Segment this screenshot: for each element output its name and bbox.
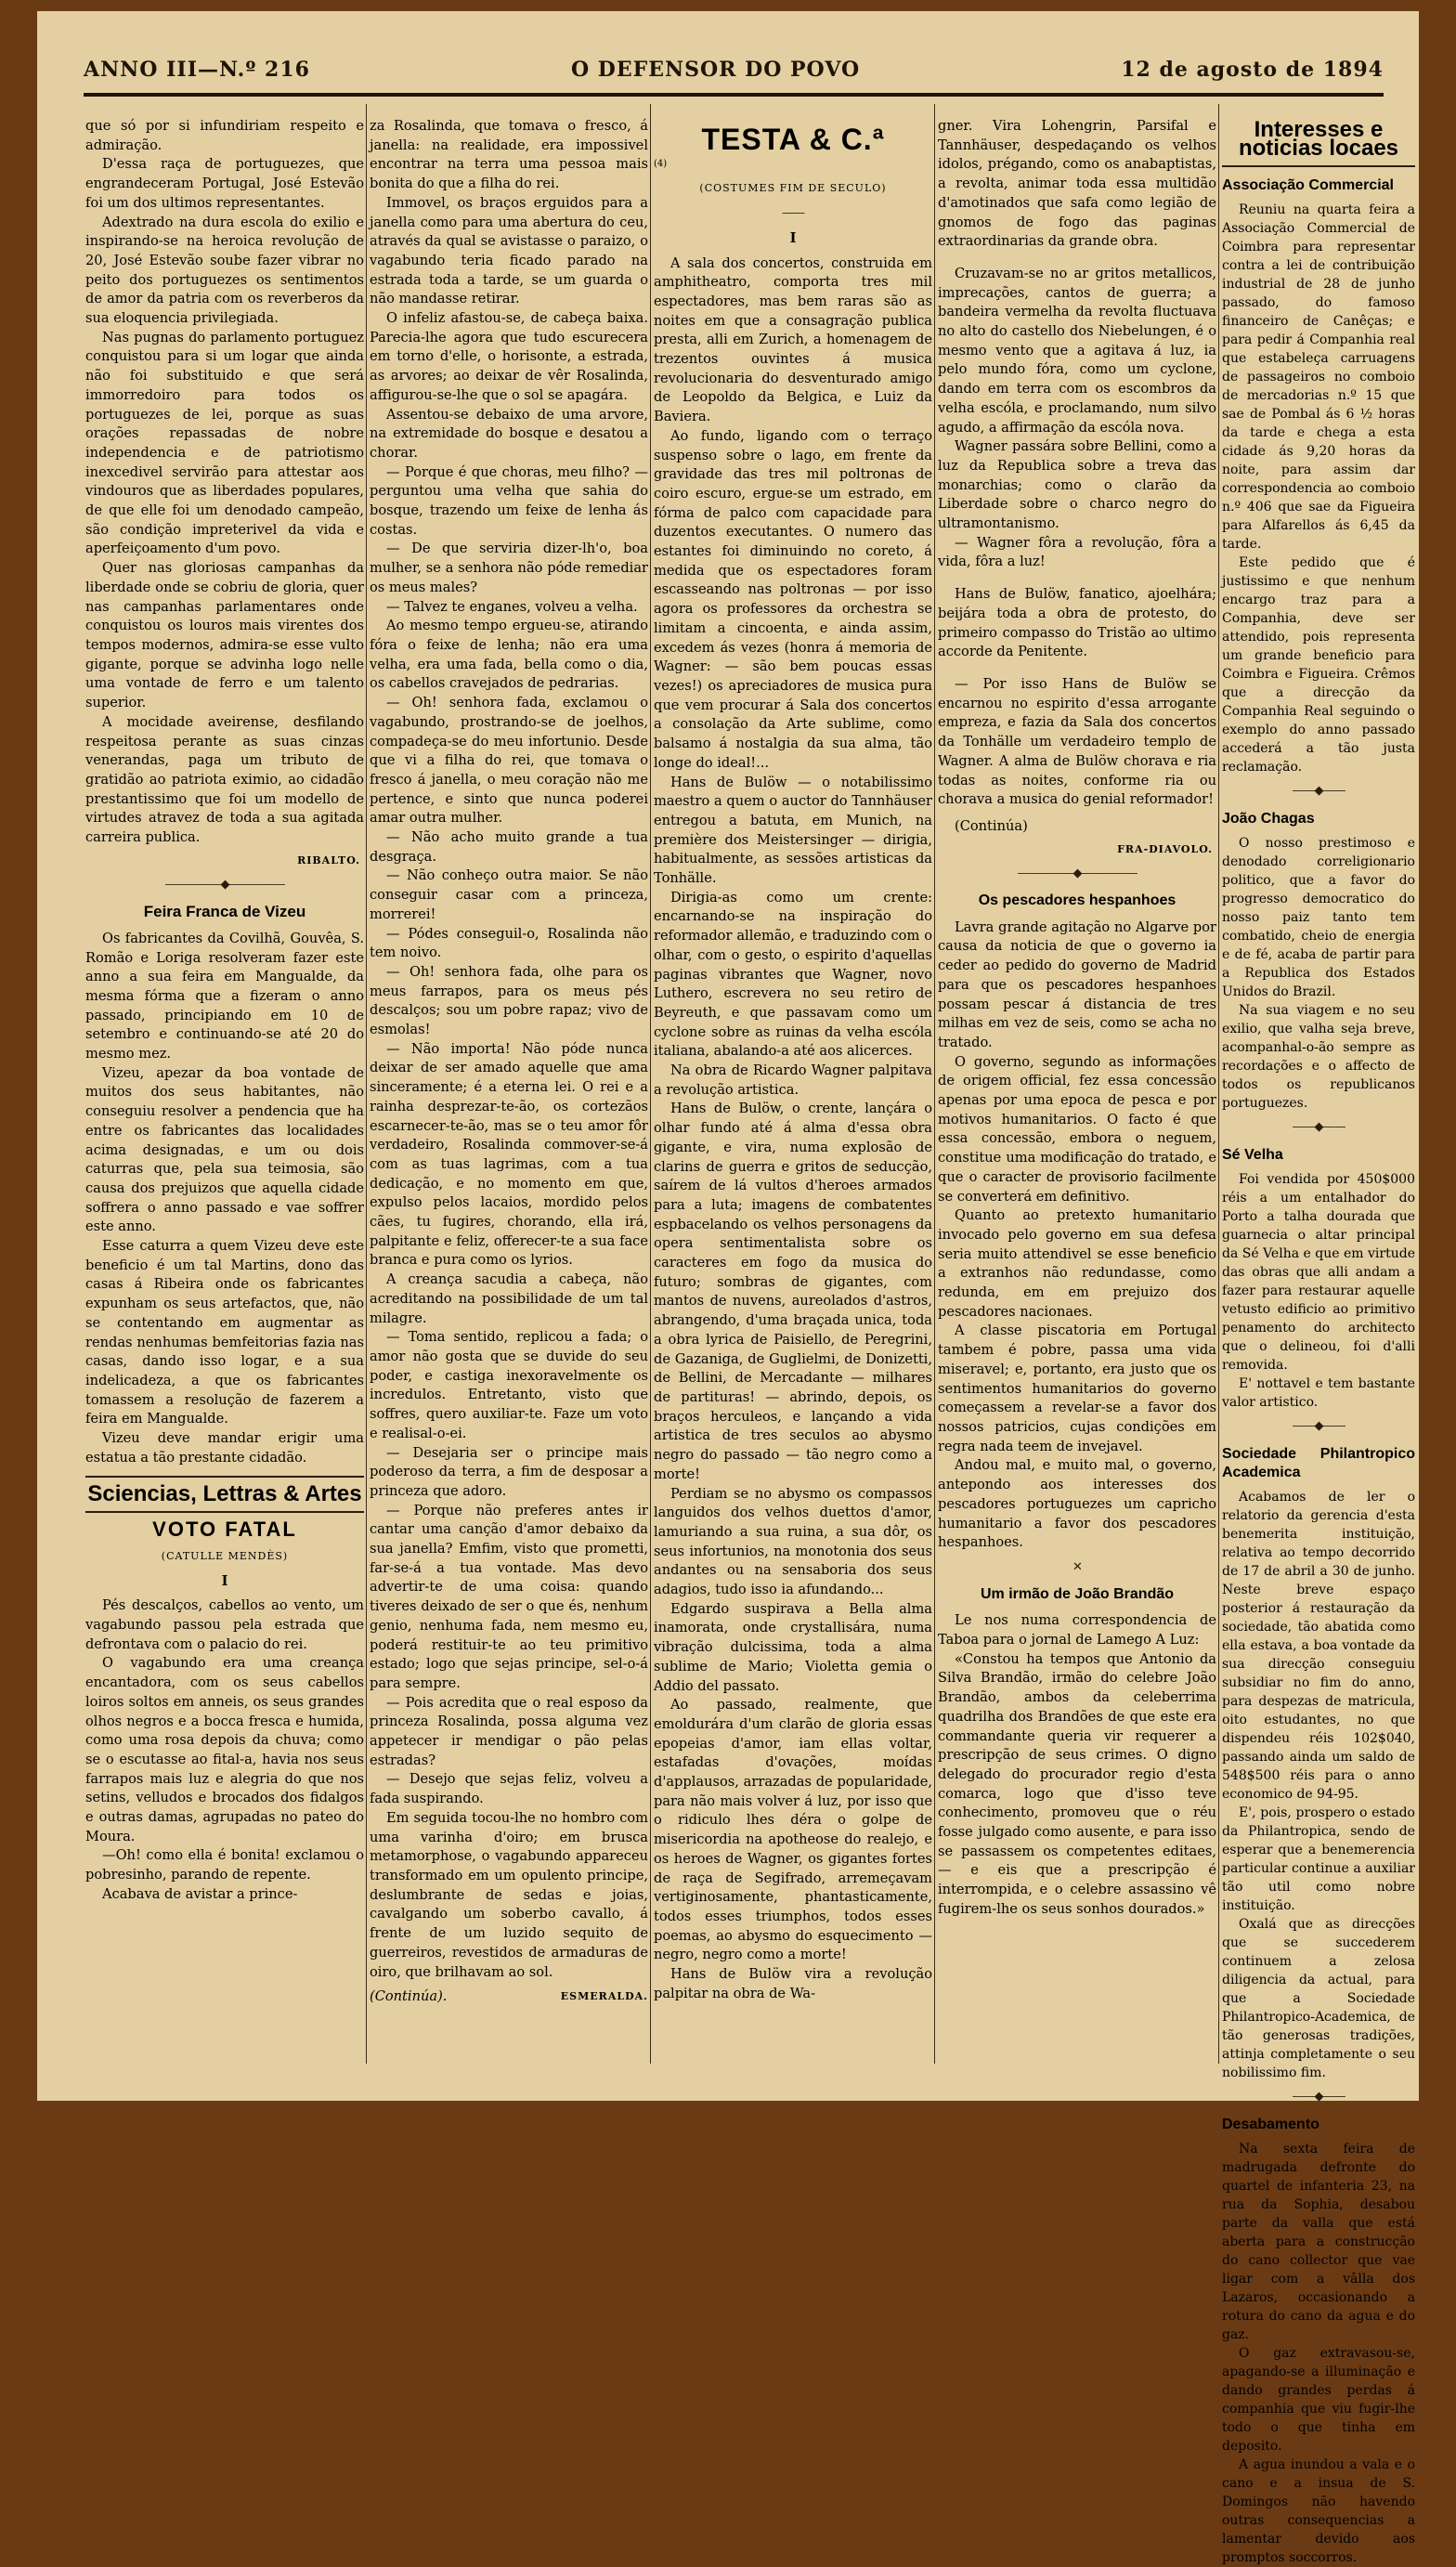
- article-paragraph: — Não conheço outra maior. Se não conseguir casar com a princeza, morrerei!: [370, 867, 648, 922]
- article-paragraph: — Oh! senhora fada, exclamou o vagabundo, prostrando-se de joelhos, compadeça-se do meu infortunio. Desde que vi a filha do rei, que tomava o fresco á janella, o meu coração não me pertence, e sinto que nunca poderei amar outra mulher.: [370, 695, 648, 827]
- author-signature: ESMERALDA.: [560, 1990, 648, 2003]
- article-paragraph: Adextrado na dura escola do exilio e inspirando-se na heroica revolução de 20, José Estevão soube fazer vibrar no peito dos portuguezes os sentimentos de amor da patria com os reverberos da sua eloquencia privilegiada.: [85, 214, 364, 327]
- ornament-divider: —————◆—————: [1017, 867, 1138, 881]
- article-paragraph: A classe piscatoria em Portugal tambem é pobre, passa uma vida miseravel; e, portanto, era justo que os sentimentos humanitarios do governo começassem a revelar-se a favor dos nossos patricios, cujas condições em regra nada teem de invejavel.: [938, 1323, 1216, 1454]
- article-paragraph: Cruzavam-se no ar gritos metallicos, imprecações, cantos de guerra; a bandeira vermelha da revolta fluctuava no alto do castello dos Niebelungen, é o mesmo vento que a agitava á luz, ia pelo mundo fóra, como um cyclone, dando em terra com os escombros da velha escóla, e proclamando, num silvo agudo, a affirmação da escóla nova.: [938, 265, 1216, 436]
- story-title: VOTO FATAL: [152, 1518, 297, 1542]
- masthead: [84, 58, 1384, 82]
- column-5: [1222, 117, 1415, 2565]
- article-paragraph: — De que serviria dizer-lh'o, boa mulher, se a senhora não póde remediar os meus males?: [370, 541, 648, 595]
- article-paragraph: Os fabricantes da Covilhã, Gouvêa, S. Romão e Loriga resolveram fazer este anno a sua feira em Mangualde, da mesma fórma que a fizeram o anno passado, principiando em 10 de setembro e continuando-se até 20 do mesmo mez.: [85, 930, 364, 1062]
- column-rule: [934, 104, 935, 2064]
- ornament-divider: ——◆——: [1292, 2090, 1346, 2104]
- article-paragraph: Andou mal, e muito mal, o governo, antepondo aos interesses dos pescadores portuguezes um capricho humanitario a favor dos pescadores hespanhoes.: [938, 1457, 1216, 1551]
- article-paragraph: Na sexta feira de madrugada defronte do quartel de infanteria 23, na rua da Sophia, desabou parte da valla que está aberta para a construcção do cano collector que vae ligar com a vâlla dos Lazaros, occasionando a rotura do cano da agua e do gaz.: [1222, 2142, 1415, 2342]
- article-paragraph: Em seguida tocou-lhe no hombro com uma varinha d'oiro; em brusca metamorphose, o vagabundo appareceu transformado em um opulento principe, deslumbrante de sedas e joias, cavalgando um soberbo cavallo, á frente de um luzido sequito de guerreiros, revestidos de armaduras de oiro, que brilhavam ao sol.: [370, 1809, 648, 1980]
- newspaper-title: O DEFENSOR DO POVO: [570, 58, 861, 82]
- article-paragraph: O gaz extravasou-se, apagando-se a illuminação e dando grandes perdas á companhia que viu fugir-lhe todo o que tinha em deposito.: [1222, 2346, 1415, 2454]
- article-paragraph: — Wagner fôra a revolução, fôra a vida, fôra a luz!: [938, 534, 1216, 570]
- article-paragraph: Este pedido que é justissimo e que nenhum encargo traz para a Companhia, deve ser attendido, pois representa um grande beneficio para Coimbra e Figueira. Crêmos que a direcção da Companhia Real seguindo o exemplo do anno passado accederá a tão justa reclamação.: [1222, 555, 1415, 775]
- continued-note: (Continúa): [955, 817, 1028, 834]
- article-paragraph: Hans de Bulöw, o crente, lançára o olhar fundo até á alma d'essa obra gigante, e vira, numa explosão de clarins de guerra e gritos de seducção, saírem de lá vultos d'heroes armados para a luta; imagens de combatentes espbacelando os velhos personagens da opera sentimentalista sobre os caracteres em fogo da musica do futuro; sombras de gigantes, com mantos de nuvens, aureolados d'astros, abrangendo, d'uma braçada unica, toda a obra lyrica de Paisiello, de Peregrini, de Gazaniga, de Guglielmi, de Donizetti, de Bellini, de Mercadante — milhares de partituras! — abrindo, depois, os braços herculeos, e lançando a vida artistica de tres seculos ao abysmo negro do passado — tão negro como a morte!: [654, 1101, 932, 1482]
- section-title: Sciencias, Lettras & Artes: [87, 1480, 362, 1506]
- ornament-divider: ——◆——: [1292, 1120, 1346, 1134]
- chapter-number: I: [221, 1572, 228, 1589]
- article-paragraph: — Não acho muito grande a tua desgraça.: [370, 829, 648, 865]
- article-paragraph: — Desejaria ser o principe mais poderoso da terra, a fim de desposar a princeza que adoro.: [370, 1444, 648, 1499]
- article-paragraph: — Pódes conseguil-o, Rosalinda não tem noivo.: [370, 925, 648, 961]
- article-footer: [370, 1987, 648, 2007]
- article-paragraph: Pés descalços, cabellos ao vento, um vagabundo passou pela estrada que defrontava com o palacio do rei.: [85, 1597, 364, 1652]
- article-paragraph: Ao fundo, ligando com o terraço suspenso sobre o lago, em frente da gravidade das tres mil poltronas de coiro escuro, ergue-se um estrado, em fórma de palco com capacidade para duzentos executantes. O numero das estantes foi diminuindo no coreto, á medida que os espectadores foram escasseando nas poltronas — por isso agora os professores da orchestra se limitam a cincoenta, e ainda assim, excedem ás vezes (honra á memoria de Wagner: — são bem poucas essas vezes!) os apreciadores de musica pura que vem procurar á Sala dos concertos a consolação da Arte sublime, como balsamo á nostalgia da sua alma, tão longe do ideal!...: [654, 427, 932, 771]
- article-paragraph: —Oh! como ella é bonita! exclamou o pobresinho, parando de repente.: [85, 1847, 364, 1883]
- article-paragraph: Vizeu, apezar da boa vontade de muitos dos seus habitantes, não conseguiu resolver a pendencia que ha entre os fabricantes das localidades acima designadas, e um ou dois caturras que, pela sua teimosia, são causa dos prejuizos que aquella cidade soffrera o anno passado e vae soffrer este anno.: [85, 1064, 364, 1235]
- news-heading: Desabamento: [1222, 2117, 1320, 2132]
- article-paragraph: Reuniu na quarta feira a Associação Commercial de Coimbra para representar contra a lei de contribuição industrial de 28 de junho passado, do famoso financeiro de Canêças; e para pedir á Companhia real que estabeleça carruagens de passageiros no comboio de mercadorias n.º 15 que sae de Pombal ás 6 ½ horas da tarde e chega a esta cidade ás 9,20 horas da noite, para assim dar correspondencia ao comboio n.º 406 que sae da Figueira para Alfarellos ás 6,45 da tarde.: [1222, 202, 1415, 552]
- section-rule: [85, 1511, 364, 1513]
- article-paragraph: A creança sacudia a cabeça, não acreditando na possibilidade de um tal milagre.: [370, 1271, 648, 1326]
- article-paragraph: A agua inundou a vala e o cano e a insua de S. Domingos não havendo outras consequencias a lamentar devido aos promptos soccorros.: [1222, 2457, 1415, 2565]
- article-paragraph: za Rosalinda, que tomava o fresco, á janella: na realidade, era impossivel encontrar na terra uma pessoa mais bonita do que a filha do rei.: [370, 118, 648, 192]
- article-paragraph: — Não importa! Não póde nunca deixar de ser amado aquelle que ama sinceramente; é a eterna lei. O rei e a rainha desprezar-te-ão, os cortezãos escarnecer-te-ão, mas se o teu amor fôr verdadeiro, Rosalinda commover-se-á com as tuas lagrimas, com a tua dedicação, e no momento em que, expulso pelos lacaios, mordido pelos cães, tu fugires, chorando, ella irá, palpitante e feliz, offerecer-te a sua face branca e pura como os lyrios.: [370, 1040, 648, 1269]
- article-paragraph: — Desejo que sejas feliz, volveu a fada suspirando.: [370, 1771, 648, 1807]
- author-signature: RIBALTO.: [297, 853, 360, 867]
- serial-title: TESTA & C.ª: [701, 123, 885, 156]
- article-paragraph: — Toma sentido, replicou a fada; o amor não gosta que se duvide do seu poder, e castiga inexoravelmente os incredulos. Entretanto, visto que soffres, quero auxiliar-te. Faze um voto e realisal-o-ei.: [370, 1329, 648, 1441]
- section-title: Interesses e noticias locaes: [1238, 117, 1399, 161]
- ornament-divider: ——: [782, 206, 804, 221]
- column-2: [370, 117, 648, 2067]
- article-paragraph: «Constou ha tempos que Antonio da Silva Brandão, irmão do celebre João Brandão, ambos da celeberrima quadrilha dos Brandões de que este era commandante queria vir requerer a prescripção de seus crimes. O digno delegado do procurador regio d'esta comarca, logo que d'isso teve conhecimento, promoveu que o réu fosse julgado como ausente, e para isso se passassem os competentes editaes, — e eis que a prescripção é interrompida, e o celebre assassino vê fugirem-lhe os seus sonhos dourados.»: [938, 1650, 1216, 1917]
- article-paragraph: O nosso prestimoso e denodado correligionario politico, que a favor do progresso democratico do nosso paiz tanto tem combatido, cheio de energia e de fé, acaba de partir para a Republica dos Estados Unidos do Brazil.: [1222, 836, 1415, 999]
- article-paragraph: Na obra de Ricardo Wagner palpitava a revolução artistica.: [654, 1062, 932, 1098]
- column-1: [85, 117, 364, 2067]
- article-paragraph: A sala dos concertos, construida em amphitheatro, comporta tres mil espectadores, mas bem raras são as noites em que a consagração publica presta, alli em Zurich, a homenagem de trezentos ouvintes á musica revolucionaria do desventurado amigo de Leopoldo da Belgica, e Luiz da Baviera.: [654, 254, 932, 425]
- article-paragraph: Immovel, os braços erguidos para a janella como para uma abertura do ceu, através da qual se avistasse o paraizo, o vagabundo teria ficado parado na estrada toda a tarde, se um guarda o não mandasse retirar.: [370, 194, 648, 307]
- article-paragraph: — Pois acredita que o real esposo da princeza Rosalinda, possa alguma vez appetecer ir mendigar o pão pelas estradas?: [370, 1694, 648, 1768]
- article-paragraph: O governo, segundo as informações de origem official, fez essa concessão apenas por uma epoca de pesca e por motivos humanitarios. O facto é que essa concessão, embora o neguem, constitue uma modificação do tratado, e que o caracter de provisorio facilmente se converterá em definitivo.: [938, 1053, 1216, 1205]
- news-heading: João Chagas: [1222, 811, 1315, 827]
- article-paragraph: A mocidade aveirense, desfilando respeitosa perante as suas cinzas venerandas, paga um tributo de gratidão ao patriota eximio, ao cidadão prestantissimo que foi um modello de virtudes atravez de toda a sua agitada carreira publica.: [85, 713, 364, 846]
- article-paragraph: Na sua viagem e no seu exilio, que valha seja breve, acompanhal-o-ão sempre as recordações e o affecto de todos os republicanos portuguezes.: [1222, 1003, 1415, 1111]
- article-paragraph: Acabamos de ler o relatorio da gerencia d'esta benemerita instituição, relativa ao tempo decorrido de 17 de abril a 30 de junho. Neste breve espaço posterior á restauração da sociedade, tão abatida como ella estava, a boa vontade da sua direcção conseguiu subsidiar no fim do anno, para despezas de matricula, oito estudantes, no que dispendeu réis 102$040, passando ainda um saldo de 548$500 réis para o anno economico de 94-95.: [1222, 1490, 1415, 1802]
- ornament-divider: —————◆—————: [164, 878, 285, 893]
- article-paragraph: Hans de Bulöw — o notabilissimo maestro a quem o auctor do Tannhäuser entregou a batuta, em Munich, na première dos Meistersinger — dirigia, habitualmente, as sessões artisticas da Tonhälle.: [654, 774, 932, 887]
- article-paragraph: D'essa raça de portuguezes, que engrandeceram Portugal, José Estevão foi um dos ultimos representantes.: [85, 156, 364, 211]
- story-author: (CATULLE MENDÈS): [161, 1549, 289, 1562]
- column-3: [654, 117, 932, 2067]
- article-paragraph: — Talvez te enganes, volveu a velha.: [386, 598, 638, 615]
- article-paragraph: Perdiam se no abysmo os compassos languidos dos velhos duettos d'amor, lamuriando a sua ruina, a sua dôr, os seus infortunios, na monotonia dos seus andantes ou na sensaboria dos seus adagios, tudo isso ia afundando...: [654, 1485, 932, 1598]
- continued-note: (Continúa).: [370, 1988, 448, 2005]
- serial-subtitle: (COSTUMES FIM DE SECULO): [699, 182, 887, 195]
- article-paragraph: — Oh! senhora fada, olhe para os meus farrapos, para os meus pés descalços; sou um pobre rapaz; vivo de esmolas!: [370, 963, 648, 1038]
- article-paragraph: Dirigia-as como um crente: encarnando-se na inspiração do reformador allemão, e traduzindo com o olhar, com o gesto, o espirito d'aquellas paginas vibrantes que Wagner, novo Luthero, escrevera no seu retiro de Beyreuth, e que passavam como um cyclone sobre as ruinas da velha escóla italiana, abalando-a até aos alicerces.: [654, 889, 932, 1060]
- column-rule: [650, 104, 651, 2064]
- article-paragraph: Acabava de avistar a prince-: [102, 1885, 298, 1902]
- column-rule: [1218, 104, 1219, 2064]
- article-paragraph: E' nottavel e tem bastante valor artistico.: [1222, 1376, 1415, 1410]
- article-paragraph: Ao passado, realmente, que emoldurára d'um clarão de gloria essas epopeias d'amor, iam ellas voltar, estafadas d'ovações, moídas d'applausos, arrazadas de popularidade, para não mais volver á luz, por isso que o ridiculo lhes déra o golpe de misericordia na apotheose do realejo, e os heroes de Wagner, os gigantes fortes de raça de Segifrado, arremeçavam vertiginosamente, phantasticamente, todos esses triumphos, todos esses poemas, ao abysmo do esquecimento — negro, negro como a morte!: [654, 1697, 932, 1963]
- article-title: Um irmão de João Brandão: [980, 1585, 1175, 1602]
- news-heading: Sé Velha: [1222, 1147, 1283, 1163]
- column-4: [938, 117, 1216, 2067]
- article-paragraph: Vizeu deve mandar erigir uma estatua a tão prestante cidadão.: [85, 1430, 364, 1466]
- article-paragraph: Esse caturra a quem Vizeu deve este beneficio é um tal Martins, dono das casas á Ribeira onde os fabricantes expunham os seus artefactos, que, não se contentando em augmentar as rendas nenhumas bemfeitorias fazia nas casas, dando isso logar, e a sua indelicadeza, a que os fabricantes tomassem a resolução de fazerem a feira em Mangualde.: [85, 1238, 364, 1427]
- section-rule: [1222, 165, 1415, 167]
- article-paragraph: Hans de Bulöw, fanatico, ajoelhára; beijára toda a obra de protesto, do primeiro compasso do Tristão ao ultimo accorde da Penitente.: [938, 586, 1216, 660]
- article-paragraph: Oxalá que as direcções que se succederem continuem a zelosa diligencia da actual, para que a Sociedade Philantropico-Academica, de tão generosas tradições, attinja completamente o seu nobilissimo fim.: [1222, 1917, 1415, 2080]
- article-paragraph: Lavra grande agitação no Algarve por causa da noticia de que o governo ia ceder ao pedido do governo de Madrid para que os pescadores hespanhoes possam pescar á distancia de tres milhas em vez de seis, como se acha no tratado.: [938, 919, 1216, 1050]
- article-paragraph: — Porque é que choras, meu filho? — perguntou uma velha que sahia do bosque, trazendo um feixe de lenha ás costas.: [370, 463, 648, 538]
- article-paragraph: Ao mesmo tempo ergueu-se, atirando fóra o feixe de lenha; não era uma velha, era uma fada, bella como o dia, os cabellos cravejados de pedrarias.: [370, 618, 648, 692]
- article-paragraph: Le nos numa correspondencia de Taboa para o jornal de Lamego A Luz:: [938, 1612, 1216, 1648]
- article-paragraph: Quanto ao pretexto humanitario invocado pelo governo em sua defesa seria muito attendivel se esse beneficio a extranhos não redundasse, como redunda, em em prejuizo dos pescadores nacionaes.: [938, 1207, 1216, 1320]
- article-paragraph: Hans de Bulöw vira a revolução palpitar na obra de Wa-: [654, 1966, 932, 2001]
- article-paragraph: O vagabundo era uma creança encantadora, com os seus cabellos loiros soltos em anneis, os seus grandes olhos negros e a bocca fresca e humida, como uma rosa depois da chuva; como se o escutasse ao fital-a, havia nos seus farrapos mais luz e alegria do que nos setins, velludos e brocados dos fidalgos e outras damas, agrupadas no pateo do Moura.: [85, 1655, 364, 1844]
- article-paragraph: que só por si infundiriam respeito e admiração.: [85, 118, 364, 153]
- article-paragraph: Nas pugnas do parlamento portuguez conquistou para si um logar que ainda não foi substituido e que será immorredoiro para todos os portuguezes de lei, porque as suas orações repassadas de nobre independencia e de patriotismo inexcedivel servirão para attestar aos vindouros que as liberdades populares, de que elle foi um denodado campeão, são condição impreterivel da vida e aperfeiçoamento d'um povo.: [85, 329, 364, 557]
- issue-number: ANNO III—N.º 216: [84, 58, 310, 82]
- cross-ornament: ✕: [1072, 1559, 1082, 1574]
- section-rule: [85, 1476, 364, 1478]
- article-paragraph: — Por isso Hans de Bulöw se encarnou no espirito d'essa arrogante empreza, e fazia da Sala dos concertos da Tonhälle um verdadeiro templo de Wagner. A alma de Bulöw chorava e ria todas as noites, conforme ria ou chorava a musica do genial reformador!: [938, 675, 1216, 808]
- ornament-divider: ——◆——: [1292, 1419, 1346, 1433]
- issue-date: 12 de agosto de 1894: [1121, 58, 1384, 82]
- article-title: Feira Franca de Vizeu: [143, 903, 306, 921]
- chapter-number: I: [789, 229, 797, 246]
- article-paragraph: O infeliz afastou-se, de cabeça baixa. Parecia-lhe agora que tudo escurecera em torno d'elle, o horisonte, a estrada, as arvores; ao deixar de vêr Rosalinda, affigurou-se-lhe que o sol se apagára.: [370, 310, 648, 403]
- article-paragraph: — Porque não preferes antes ir cantar uma canção d'amor debaixo da sua janella? Emfim, visto que prometti, far-se-á a tua vontade. Mas devo advertir-te de uma coisa: quando tiveres deixado de ser o que és, nenhum genio, nenhuma fada, nem mesmo eu, poderá restituir-te ao teu primitivo estado; logo que sejas principe, sel-o-á para sempre.: [370, 1502, 648, 1691]
- article-paragraph: E', pois, prospero o estado da Philantropica, sendo de esperar que a benemerencia particular continue a auxiliar tão util como nobre instituição.: [1222, 1805, 1415, 1913]
- article-paragraph: gner. Vira Lohengrin, Parsifal e Tannhäuser, despedaçando os velhos idolos, prégando, como os anabaptistas, a revolta, animar toda essa multidão d'amotinados que safa como legião de gnomos de fogo das paginas extraordinarias da grande obra.: [938, 118, 1216, 250]
- article-paragraph: Quer nas gloriosas campanhas da liberdade onde se cobriu de gloria, quer nas campanhas parlamentares onde conquistou os louros mais virentes dos tempos modernos, admira-se esse vulto gigante, porque se advinha logo nelle uma vontade de ferro e um talento superior.: [85, 560, 364, 711]
- news-heading: Sociedade Philantropico Academica: [1222, 1446, 1415, 1480]
- ornament-divider: ——◆——: [1292, 784, 1346, 798]
- article-paragraph: Assentou-se debaixo de uma arvore, na extremidade do bosque e desatou a chorar.: [370, 406, 648, 461]
- column-rule: [366, 104, 367, 2064]
- serial-number: (4): [654, 158, 668, 169]
- article-paragraph: Edgardo suspirava a Bella alma inamorata, onde crystallisára, numa vibração dulcissima, toda a alma sublime de Mario; Violetta gemia o Addio del passato.: [654, 1600, 932, 1694]
- article-paragraph: Wagner passára sobre Bellini, como a luz da Republica sobre a treva das monarchias; como o clarão da Liberdade sobre o charco negro do ultramontanismo.: [938, 438, 1216, 532]
- masthead-rule: [84, 93, 1384, 97]
- article-paragraph: Foi vendida por 450$000 réis a um entalhador do Porto a talha dourada que guarnecia o altar principal da Sé Velha e que em virtude das obras que alli andam a fazer para restaurar aquelle vetusto edificio ao primitivo penamento do architecto que o delineou, foi d'alli removida.: [1222, 1172, 1415, 1373]
- article-title: Os pescadores hespanhoes: [978, 893, 1176, 909]
- news-heading: Associação Commercial: [1222, 177, 1394, 193]
- author-signature: FRA-DIAVOLO.: [1117, 842, 1213, 855]
